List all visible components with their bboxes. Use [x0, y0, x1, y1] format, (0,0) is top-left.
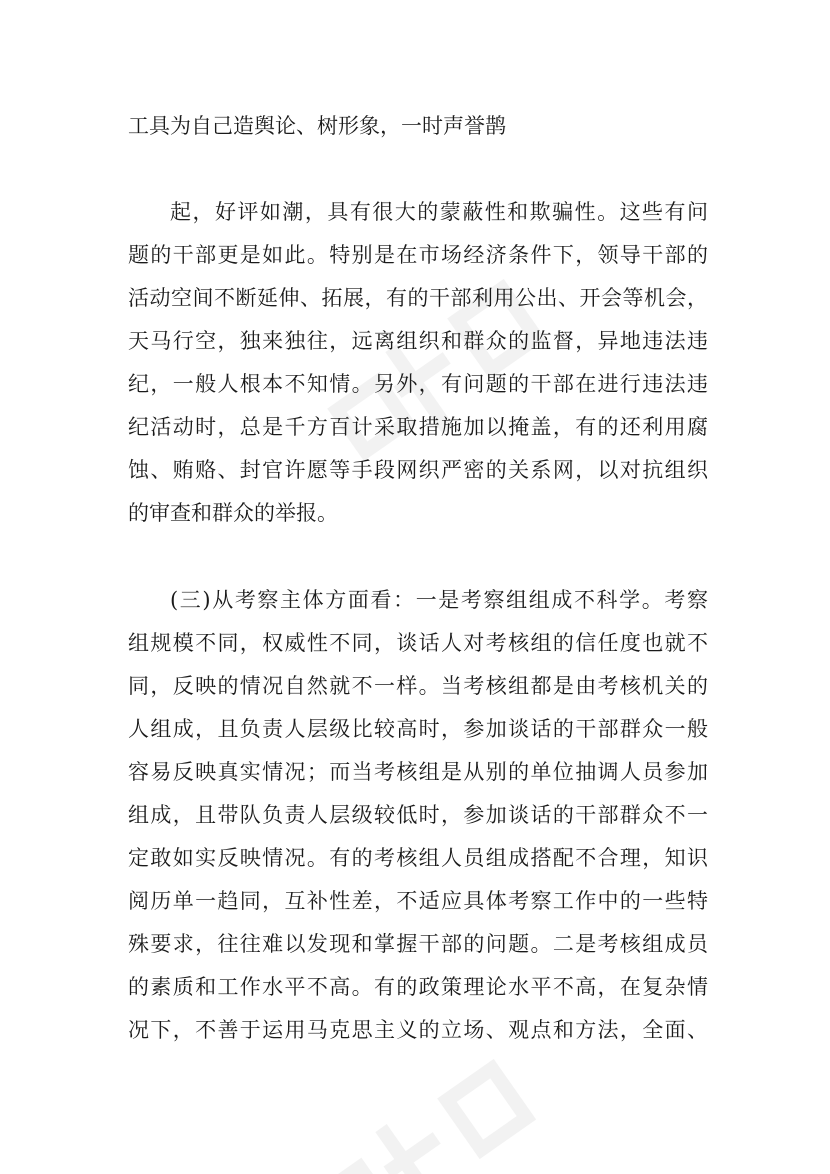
text-line-5: 天马行空，独来独往，远离组织和群众的监督，异地违法违	[128, 329, 708, 353]
text-line-7: 纪活动时，总是千方百计采取措施加以掩盖，有的还利用腐	[128, 415, 708, 439]
text-line-11: 组规模不同，权威性不同，谈话人对考核组的信任度也就不	[128, 631, 708, 655]
text-line-4: 活动空间不断延伸、拓展，有的干部利用公出、开会等机会，	[128, 286, 708, 310]
text-line-14: 容易反映真实情况；而当考核组是从别的单位抽调人员参加	[128, 760, 708, 784]
text-line-15: 组成，且带队负责人层级较低时，参加谈话的干部群众不一	[128, 803, 708, 827]
text-line-18: 殊要求，往往难以发现和掌握干部的问题。二是考核组成员	[128, 932, 708, 956]
text-line-9: 的审查和群众的举报。	[128, 501, 338, 525]
text-line-8: 蚀、贿赂、封官许愿等手段网织严密的关系网，以对抗组织	[128, 458, 708, 482]
text-line-20: 况下，不善于运用马克思主义的立场、观点和方法，全面、	[128, 1018, 708, 1042]
text-line-1: 工具为自己造舆论、树形象，一时声誉鹊	[128, 114, 506, 138]
text-line-2: 起，好评如潮，具有很大的蒙蔽性和欺骗性。这些有问	[170, 200, 708, 224]
text-line-10: (三)从考察主体方面看：一是考察组组成不科学。考察	[170, 588, 708, 612]
text-line-3: 题的干部更是如此。特别是在市场经济条件下，领导干部的	[128, 243, 708, 267]
text-line-16: 定敢如实反映情况。有的考核组人员组成搭配不合理，知识	[128, 846, 708, 870]
text-line-17: 阅历单一趋同，互补性差，不适应具体考察工作中的一些特	[128, 889, 708, 913]
watermark-mark-lower	[280, 1040, 600, 1174]
text-line-19: 的素质和工作水平不高。有的政策理论水平不高，在复杂情	[128, 975, 708, 999]
text-line-6: 纪，一般人根本不知情。另外，有问题的干部在进行违法违	[128, 372, 708, 396]
text-line-13: 人组成，且负责人层级比较高时，参加谈话的干部群众一般	[128, 717, 708, 741]
text-line-12: 同，反映的情况自然就不一样。当考核组都是由考核机关的	[128, 674, 708, 698]
